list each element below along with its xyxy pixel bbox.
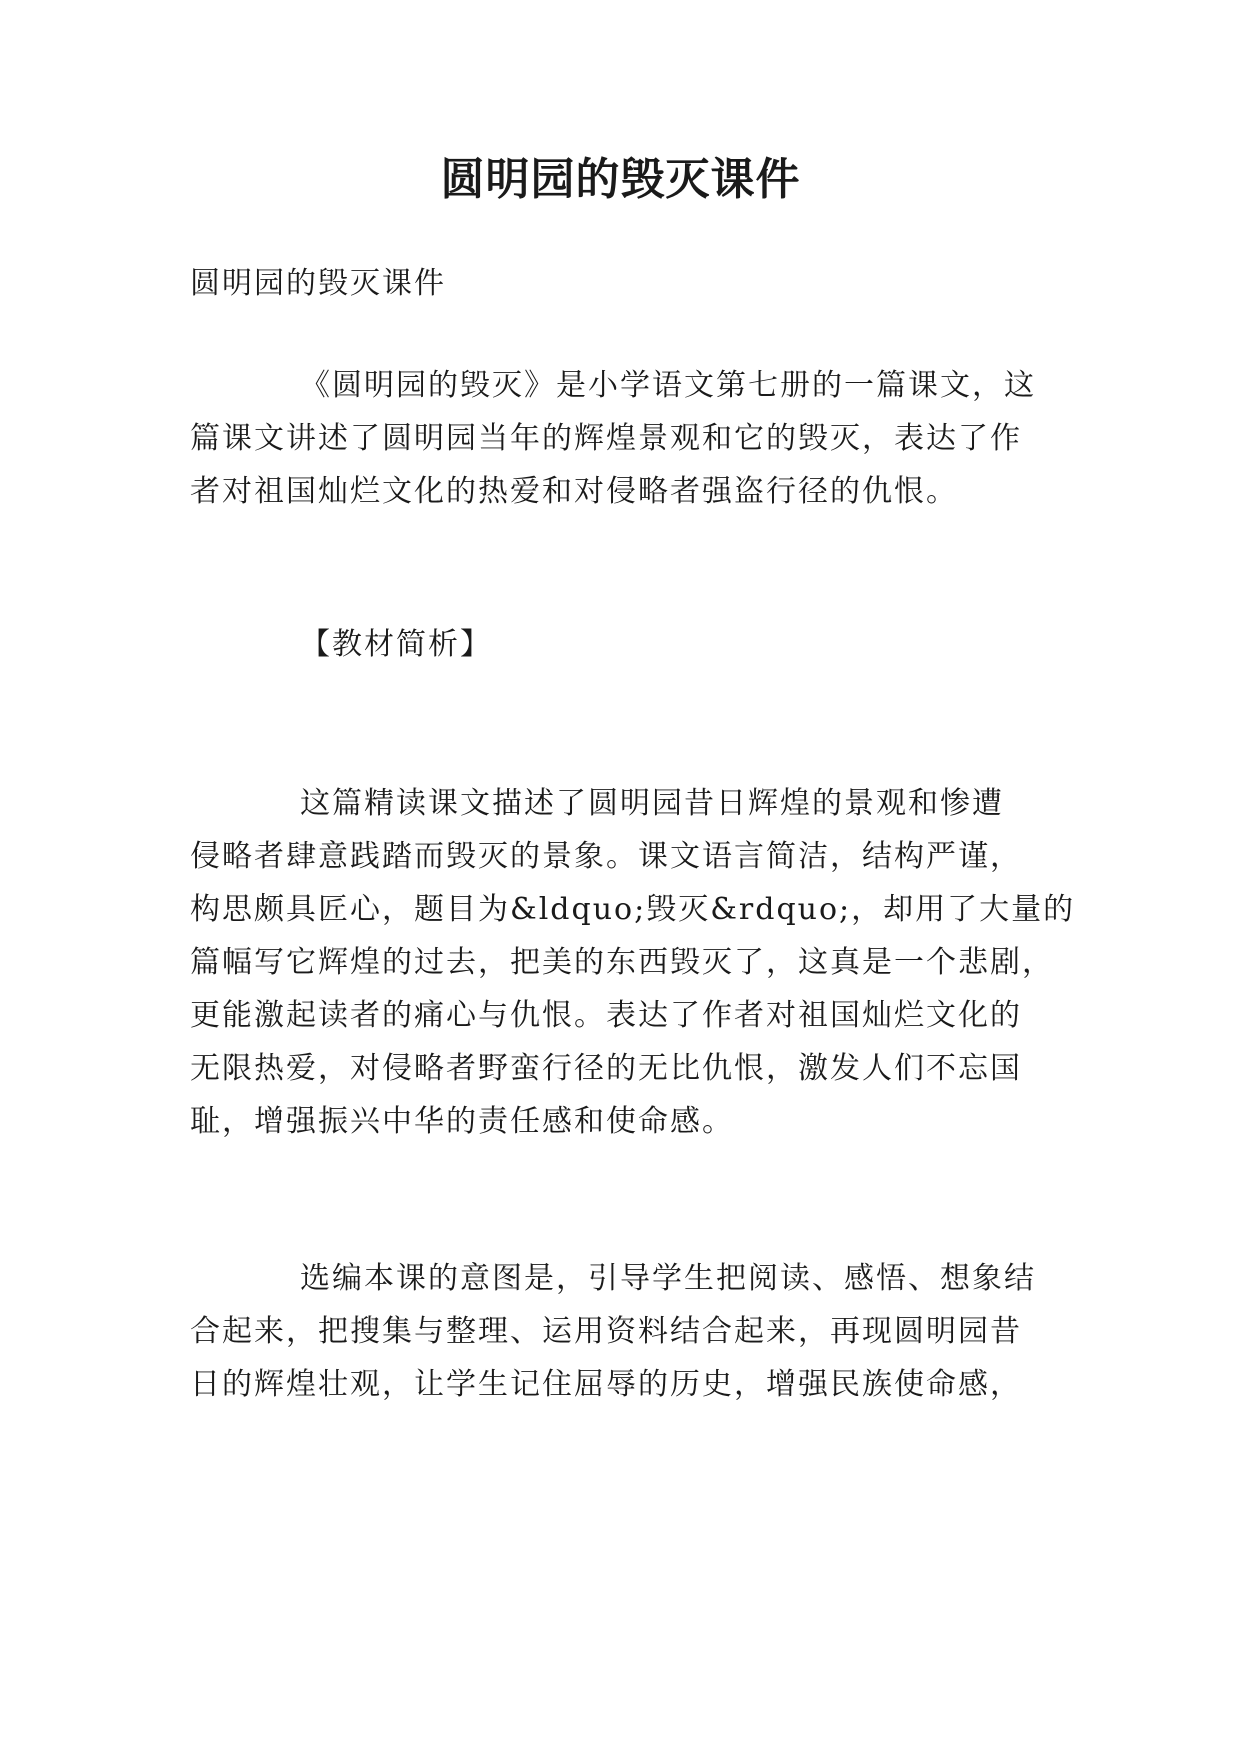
paragraph-line: 合起来，把搜集与整理、运用资料结合起来，再现圆明园昔	[190, 1314, 1022, 1349]
paragraph-line: 篇课文讲述了圆明园当年的辉煌景观和它的毁灭，表达了作	[190, 421, 1022, 456]
paragraph-line: 《圆明园的毁灭》是小学语文第七册的一篇课文，这	[300, 368, 1036, 403]
paragraph-line: 构思颇具匠心，题目为&ldquo;毁灭&rdquo;，却用了大量的	[190, 892, 1076, 927]
document-title: 圆明园的毁灭课件	[440, 154, 801, 205]
paragraph-line: 选编本课的意图是，引导学生把阅读、感悟、想象结	[300, 1261, 1036, 1296]
paragraph-line: 耻，增强振兴中华的责任感和使命感。	[190, 1104, 734, 1139]
paragraph-line: 无限热爱，对侵略者野蛮行径的无比仇恨，激发人们不忘国	[190, 1051, 1022, 1086]
document-subtitle: 圆明园的毁灭课件	[190, 266, 446, 301]
section-heading: 【教材简析】	[300, 627, 492, 662]
paragraph-line: 更能激起读者的痛心与仇恨。表达了作者对祖国灿烂文化的	[190, 998, 1022, 1033]
paragraph-line: 者对祖国灿烂文化的热爱和对侵略者强盗行径的仇恨。	[190, 474, 958, 509]
paragraph-line: 篇幅写它辉煌的过去，把美的东西毁灭了，这真是一个悲剧，	[190, 945, 1054, 980]
paragraph-line: 侵略者肆意践踏而毁灭的景象。课文语言简洁，结构严谨，	[190, 839, 1022, 874]
paragraph-line: 日的辉煌壮观，让学生记住屈辱的历史，增强民族使命感，	[190, 1367, 1022, 1402]
paragraph-line: 这篇精读课文描述了圆明园昔日辉煌的景观和惨遭	[300, 786, 1004, 821]
